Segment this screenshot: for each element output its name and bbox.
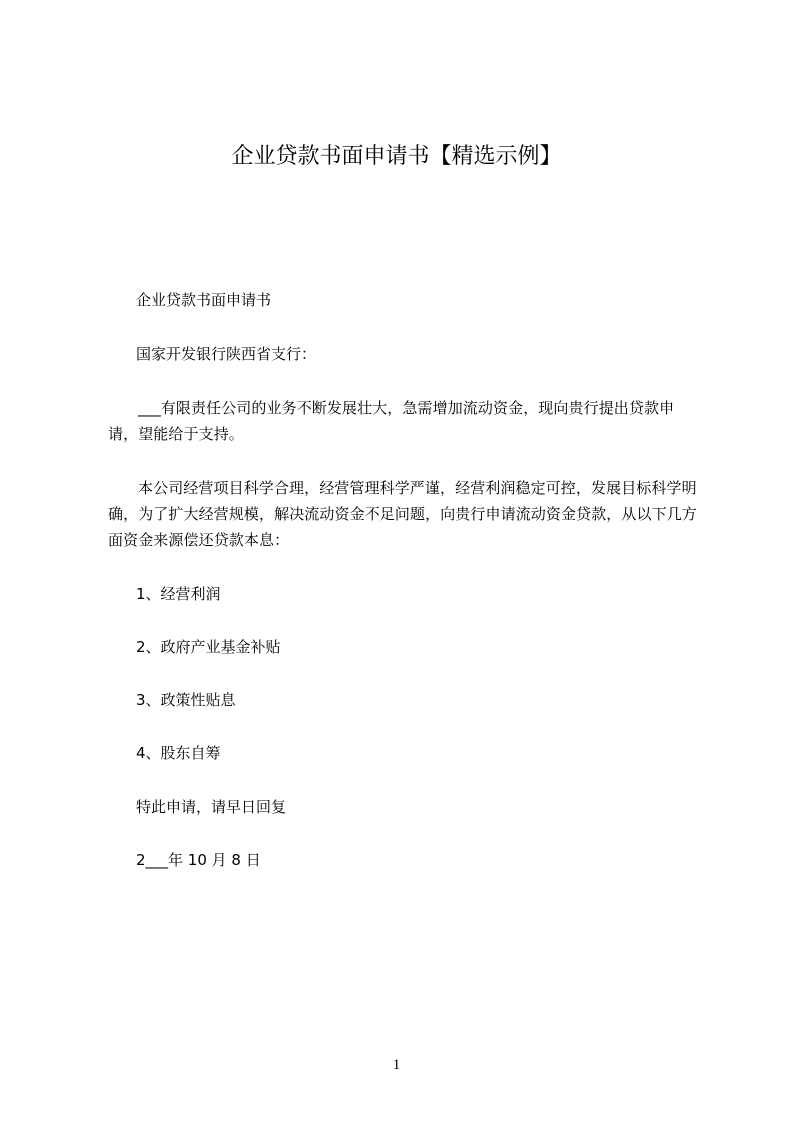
recipient-line: 国家开发银行陕西省支行： — [136, 345, 317, 363]
paragraph-repayment-sources: 本公司经营项目科学合理，经营管理科学严谨，经营利润稳定可控，发展目标科学明确，为了扩大经营规模，解决流动资金不足问题，向贵行申请流动资金贷款，从以下几方面资金来源偿还贷款本息： — [108, 479, 697, 549]
closing-line: 特此申请，请早日回复 — [136, 798, 287, 816]
list-item-1: 1、经营利润 — [136, 585, 221, 603]
list-item-4: 4、股东自筹 — [136, 744, 221, 762]
paragraph-request: ___有限责任公司的业务不断发展壮大，急需增加流动资金，现向贵行提出贷款申请，望能给于支持。 — [108, 399, 675, 443]
date-line: 2___年 10 月 8 日 — [136, 851, 261, 869]
page-number: 1 — [392, 1057, 401, 1073]
letter-heading: 企业贷款书面申请书 — [136, 291, 272, 309]
list-item-3: 3、政策性贴息 — [136, 691, 236, 709]
list-item-2: 2、政府产业基金补贴 — [136, 638, 281, 656]
document-title: 企业贷款书面申请书【精选示例】 — [231, 144, 562, 169]
